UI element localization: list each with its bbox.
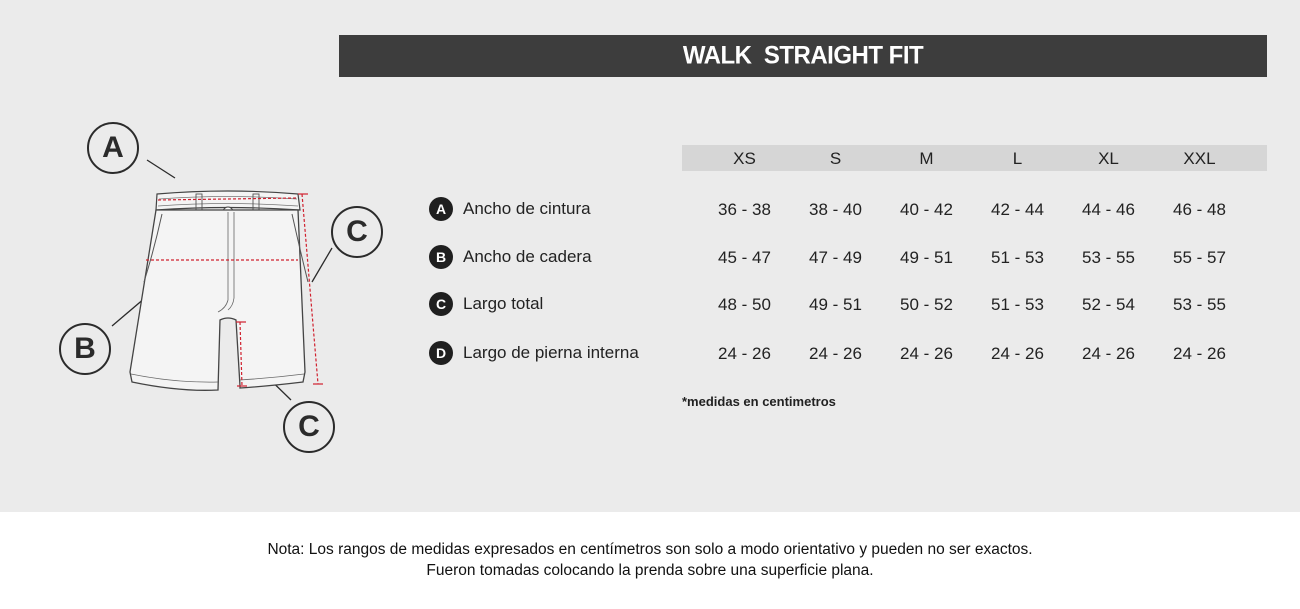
badge-c: C xyxy=(429,292,453,316)
size-col-xs: XS xyxy=(733,149,756,168)
page-title: WALK STRAIGHT FIT xyxy=(682,41,924,70)
badge-b: B xyxy=(429,245,453,269)
callout-a: A xyxy=(87,122,139,174)
table-cell: 45 - 47 xyxy=(718,248,771,267)
table-cell: 48 - 50 xyxy=(718,295,771,314)
size-col-xl: XL xyxy=(1098,149,1119,168)
row-label-text: Ancho de cadera xyxy=(463,247,592,266)
size-col-xxl: XXL xyxy=(1183,149,1216,168)
table-cell: 49 - 51 xyxy=(809,295,862,314)
table-cell: 47 - 49 xyxy=(809,248,862,267)
table-cell: 52 - 54 xyxy=(1082,295,1135,314)
table-cell: 46 - 48 xyxy=(1173,200,1226,219)
disclaimer-line-2: Fueron tomadas colocando la prenda sobre una superficie plana. xyxy=(426,562,874,579)
table-cell: 53 - 55 xyxy=(1082,248,1135,267)
table-cell: 55 - 57 xyxy=(1173,248,1226,267)
table-cell: 24 - 26 xyxy=(1082,344,1135,363)
units-footnote: *medidas en centimetros xyxy=(682,394,836,409)
table-cell: 24 - 26 xyxy=(1173,344,1226,363)
table-cell: 24 - 26 xyxy=(900,344,953,363)
size-col-l: L xyxy=(1012,149,1023,168)
table-row-label xyxy=(429,341,639,365)
row-label-text: Ancho de cintura xyxy=(463,199,591,218)
table-cell: 51 - 53 xyxy=(991,295,1044,314)
table-cell: 38 - 40 xyxy=(809,200,862,219)
table-cell: 24 - 26 xyxy=(718,344,771,363)
callout-c-side: C xyxy=(331,206,383,258)
table-row-label xyxy=(429,245,592,269)
table-cell: 49 - 51 xyxy=(900,248,953,267)
table-cell: 40 - 42 xyxy=(900,200,953,219)
row-label-text: Largo total xyxy=(463,294,544,313)
badge-d: D xyxy=(429,341,453,365)
table-cell: 36 - 38 xyxy=(718,200,771,219)
size-col-m: M xyxy=(919,149,934,168)
size-col-s: S xyxy=(829,149,842,168)
table-cell: 50 - 52 xyxy=(900,295,953,314)
shorts-diagram xyxy=(40,110,380,470)
table-cell: 42 - 44 xyxy=(991,200,1044,219)
disclaimer-line-1: Nota: Los rangos de medidas expresados en centímetros son solo a modo orientativo y pueden no ser exactos. xyxy=(267,541,1033,558)
badge-a: A xyxy=(429,197,453,221)
table-row-label xyxy=(429,197,591,221)
table-cell: 44 - 46 xyxy=(1082,200,1135,219)
title-bar xyxy=(339,35,1267,77)
table-row-label xyxy=(429,292,543,316)
table-cell: 24 - 26 xyxy=(809,344,862,363)
table-cell: 24 - 26 xyxy=(991,344,1044,363)
callout-b: B xyxy=(59,323,111,375)
table-cell: 53 - 55 xyxy=(1173,295,1226,314)
callout-c-inseam: C xyxy=(283,401,335,453)
row-label-text: Largo de pierna interna xyxy=(463,343,639,362)
table-cell: 51 - 53 xyxy=(991,248,1044,267)
